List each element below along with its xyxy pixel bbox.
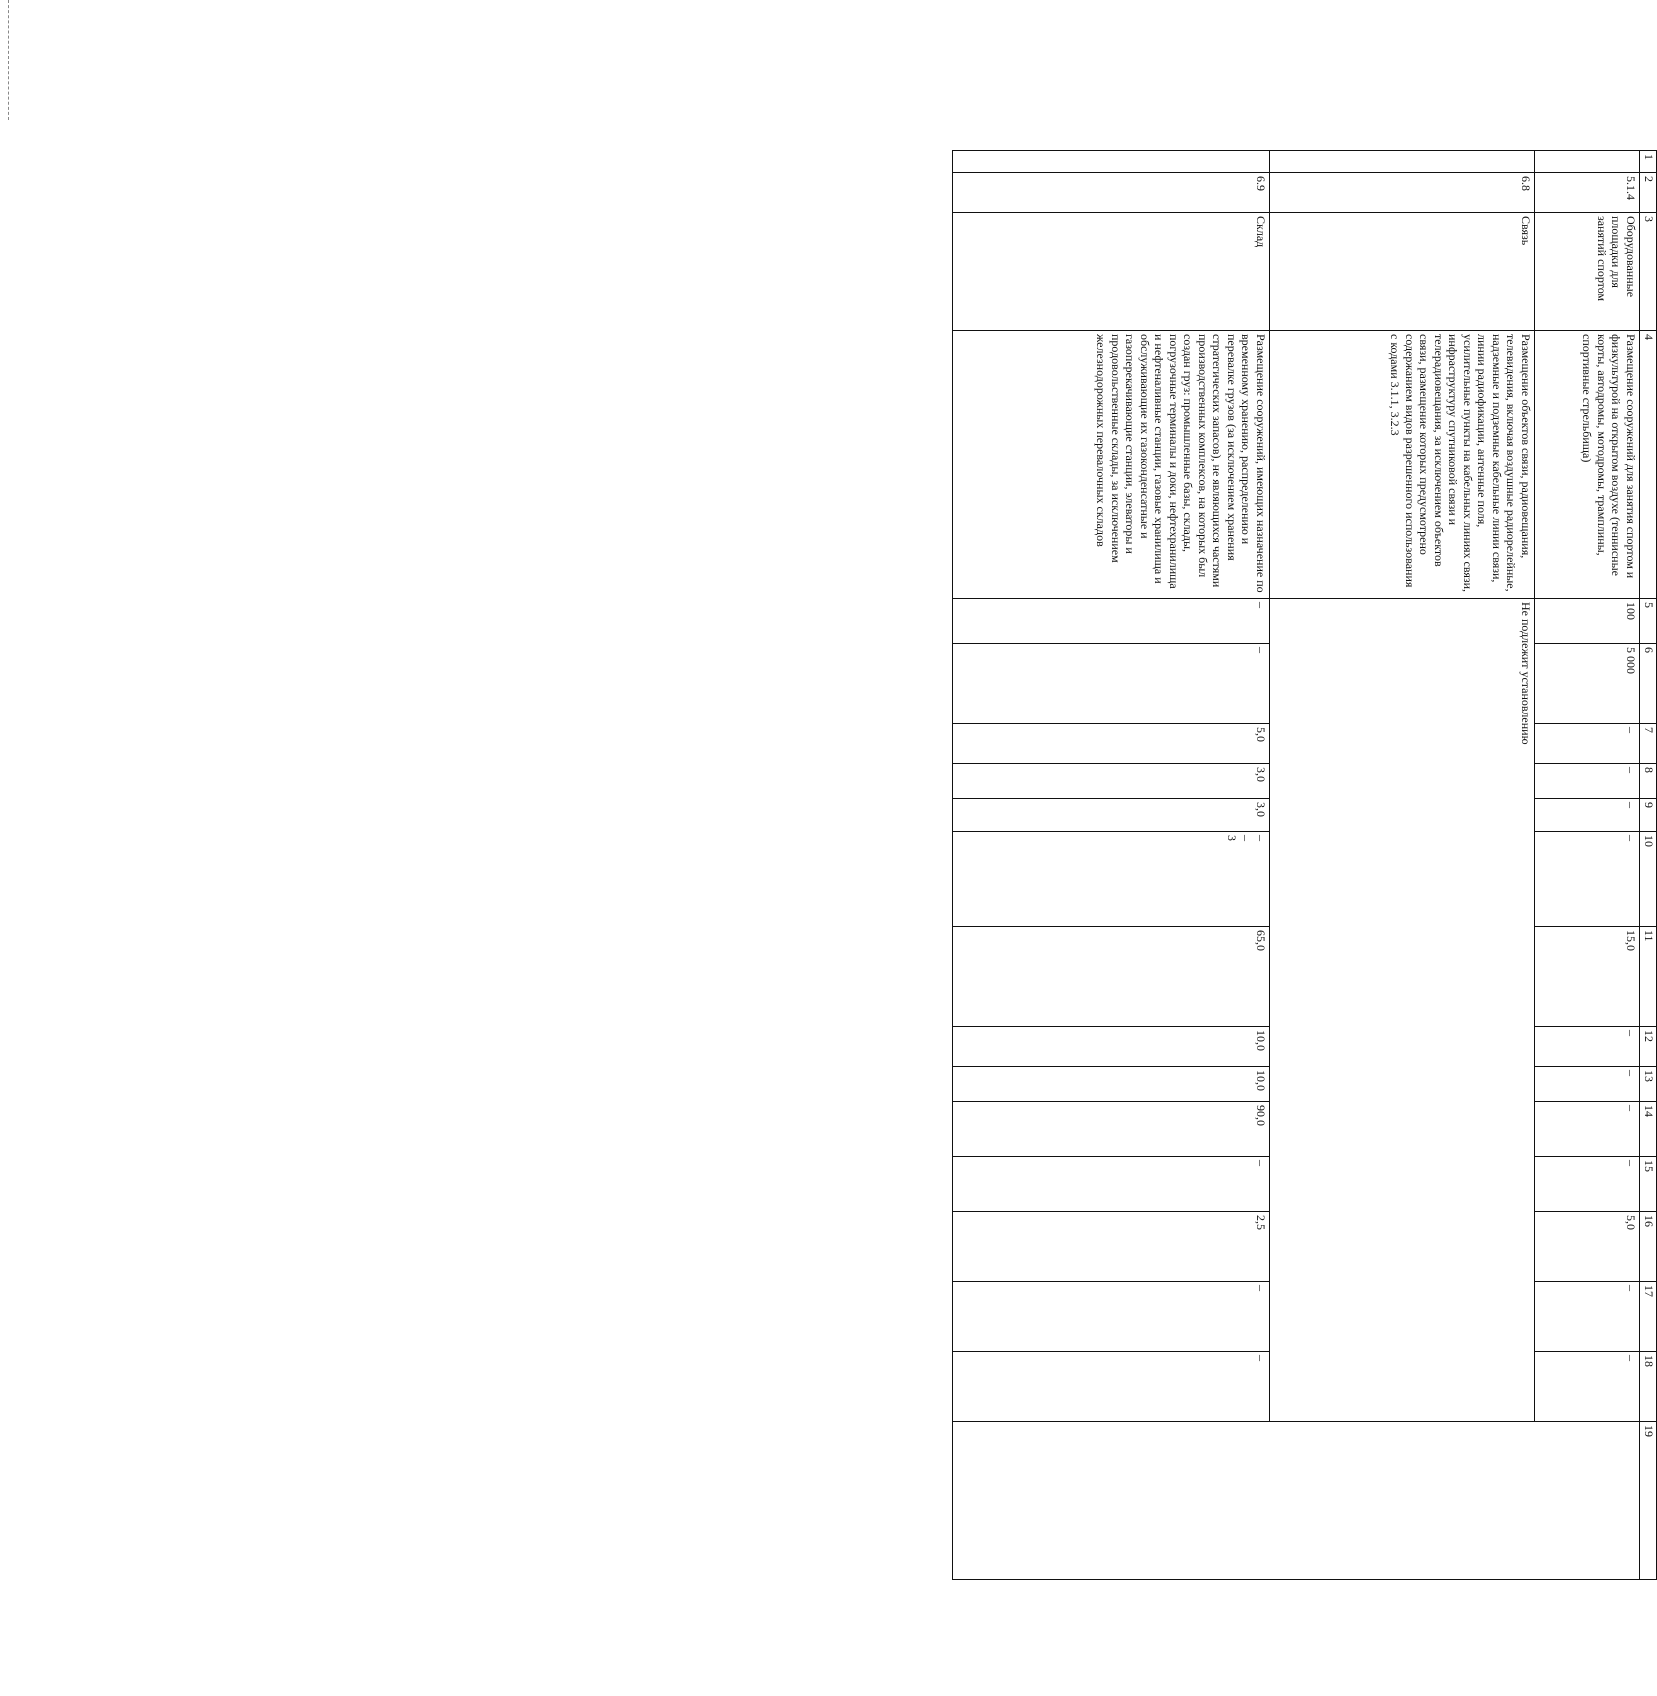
table-cell: 65,0 bbox=[953, 927, 1270, 1027]
row-name: Склад bbox=[953, 213, 1270, 331]
table-cell: – bbox=[953, 1282, 1270, 1352]
table-row bbox=[1270, 151, 1535, 1580]
table-cell: 100 bbox=[1535, 599, 1640, 644]
table-cell: – – 3 bbox=[953, 832, 1270, 927]
table-cell bbox=[1270, 151, 1535, 173]
header-cell: 5 bbox=[1640, 599, 1657, 644]
header-cell: 3 bbox=[1640, 213, 1657, 331]
table-row bbox=[953, 151, 1270, 1580]
row-description: Размещение объектов связи, радиовещания, телевидения, включая воздушные радиорелейные, надземные и подземные кабельные линии связи, линии радиофикации, антенные поля, усилительные пункты на кабельных линиях связи, инфраструктуру спутниковой связи и телерадиовещания, за исключением объектов связи, размещение которых предусмотрено содержанием видов разрешенного использования с кодами 3.1.1, 3.2.3 bbox=[1270, 331, 1535, 599]
table-cell: – bbox=[1535, 1352, 1640, 1422]
header-cell: 14 bbox=[1640, 1102, 1657, 1157]
header-cell: 16 bbox=[1640, 1212, 1657, 1282]
table-cell bbox=[953, 151, 1270, 173]
table-cell: – bbox=[1535, 1102, 1640, 1157]
table-cell: 3,0 bbox=[953, 764, 1270, 799]
table-cell: 10,0 bbox=[953, 1067, 1270, 1102]
table-cell: – bbox=[953, 644, 1270, 724]
table-cell: – bbox=[1535, 832, 1640, 927]
table-cell: 10,0 bbox=[953, 1027, 1270, 1067]
header-cell: 2 bbox=[1640, 173, 1657, 213]
table-cell: – bbox=[1535, 1067, 1640, 1102]
table-cell bbox=[953, 1422, 1640, 1580]
header-cell: 17 bbox=[1640, 1282, 1657, 1352]
table-cell: – bbox=[953, 1352, 1270, 1422]
table-row bbox=[1535, 151, 1640, 1580]
merged-value-cell: Не подлежит установлению bbox=[1270, 599, 1535, 1422]
table-cell: – bbox=[1535, 1282, 1640, 1352]
row-description: Размещение сооружений, имеющих назначение по временному хранению, распределению и перевалке грузов (за исключением хранения стратегических запасов), не являющихся частями производственных комплексов, на которых был создан груз: промышленные базы, склады, погрузочные терминалы и доки, нефтехранилища и нефтеналивные станции, газовые хранилища и обслуживающие их газоконденсатные и газоперекачивающие станции, элеваторы и продовольственные склады, за исключением железнодорожных перевалочных складов bbox=[953, 331, 1270, 599]
header-cell: 6 bbox=[1640, 644, 1657, 724]
row-code: 6.8 bbox=[1270, 173, 1535, 213]
table-cell: – bbox=[1535, 764, 1640, 799]
header-cell: 9 bbox=[1640, 799, 1657, 832]
header-cell: 11 bbox=[1640, 927, 1657, 1027]
header-cell: 12 bbox=[1640, 1027, 1657, 1067]
table-cell: – bbox=[1535, 799, 1640, 832]
table-cell bbox=[1535, 151, 1640, 173]
header-cell: 13 bbox=[1640, 1067, 1657, 1102]
header-cell: 19 bbox=[1640, 1422, 1657, 1580]
table-cell: 5,0 bbox=[953, 724, 1270, 764]
table-cell: – bbox=[1535, 1027, 1640, 1067]
header-cell: 4 bbox=[1640, 331, 1657, 599]
column-number-row bbox=[1640, 151, 1657, 1580]
row-code: 6.9 bbox=[953, 173, 1270, 213]
row-name: Связь bbox=[1270, 213, 1535, 331]
row-description: Размещение сооружений для занятия спортом и физкультурой на открытом воздухе (теннисные корты, автодромы, мотодромы, трамплины, спортивные стрельбища) bbox=[1535, 331, 1640, 599]
table-cell: – bbox=[953, 1157, 1270, 1212]
table-cell: – bbox=[953, 599, 1270, 644]
table-cell: 3,0 bbox=[953, 799, 1270, 832]
row-code: 5.1.4 bbox=[1535, 173, 1640, 213]
table-cell: 15,0 bbox=[1535, 927, 1640, 1027]
header-cell: 7 bbox=[1640, 724, 1657, 764]
table-cell: 5 000 bbox=[1535, 644, 1640, 724]
table-cell: – bbox=[1535, 1157, 1640, 1212]
header-cell: 15 bbox=[1640, 1157, 1657, 1212]
header-cell: 18 bbox=[1640, 1352, 1657, 1422]
table-cell: 90,0 bbox=[953, 1102, 1270, 1157]
table-cell: 2,5 bbox=[953, 1212, 1270, 1282]
header-cell: 1 bbox=[1640, 151, 1657, 173]
table-cell: 5,0 bbox=[1535, 1212, 1640, 1282]
header-cell: 10 bbox=[1640, 832, 1657, 927]
table-cell: – bbox=[1535, 724, 1640, 764]
row-name: Оборудованные площадки для занятий спортом bbox=[1535, 213, 1640, 331]
rotated-table-wrapper bbox=[952, 150, 1657, 1580]
header-cell: 8 bbox=[1640, 764, 1657, 799]
land-use-regulations-table bbox=[952, 150, 1657, 1580]
